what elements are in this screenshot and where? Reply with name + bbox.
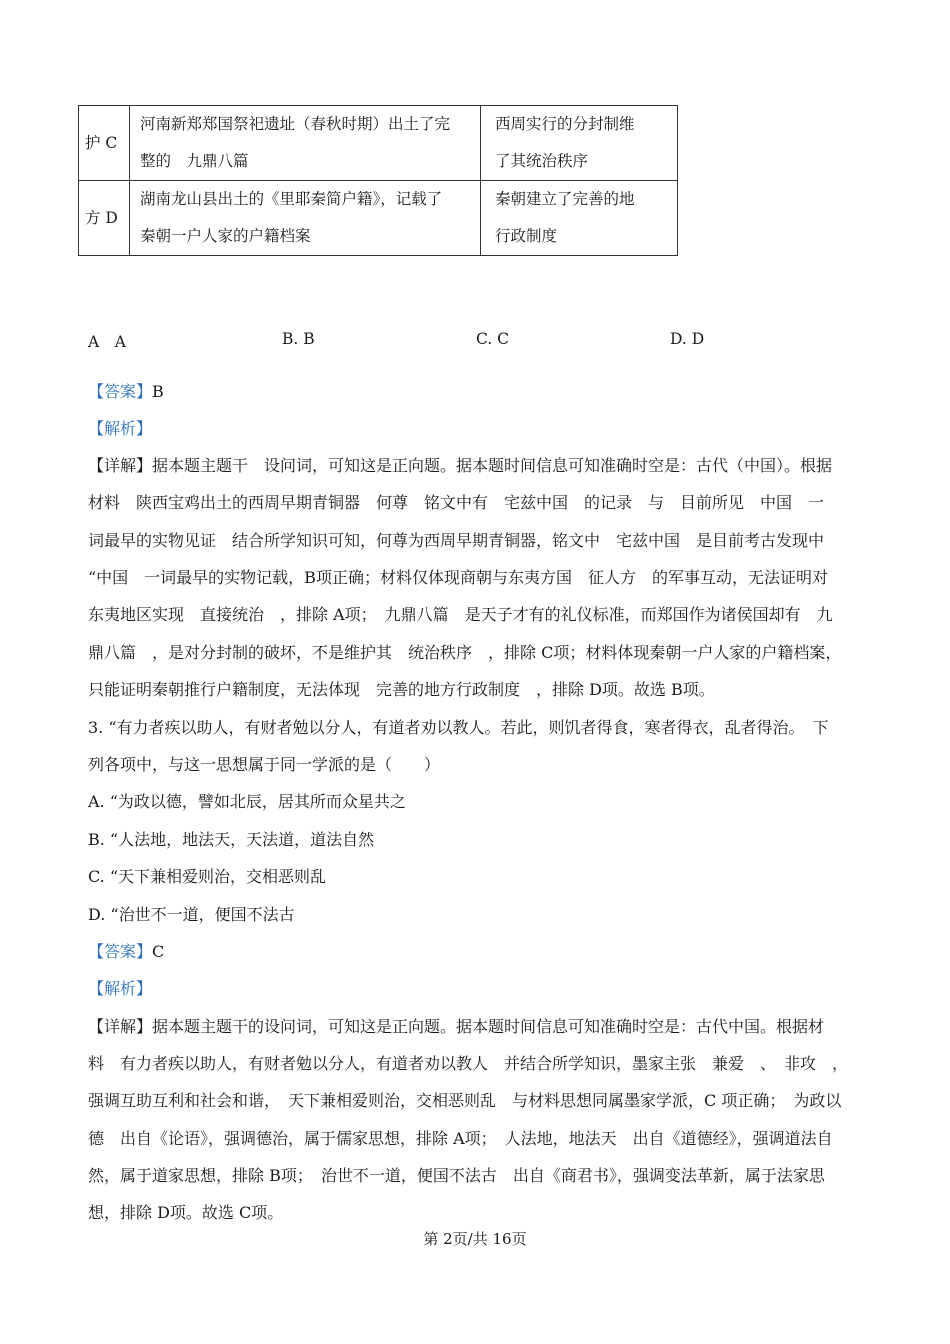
row-conclusion: [481, 106, 678, 181]
row-material: [130, 181, 481, 256]
detail-line: 材料 陕西宝鸡出土的西周早期青铜器 何尊 铭文中有 宅兹中国 的记录 与 目前所见 中国 一: [88, 493, 825, 512]
row-label: 护 C: [79, 106, 130, 181]
detail-line: “中国 一词最早的实物记载，B项正确；材料仅体现商朝与东夷方国 征人方 的军事互动，无法证明对: [88, 568, 828, 587]
answer-value: C: [152, 942, 165, 961]
option-b: B. “人法地，地法天，天法道，道法自然: [88, 830, 375, 849]
answer-value: B: [152, 382, 164, 401]
choice-b: B. B: [282, 330, 315, 348]
conclusion-line: 行政制度: [495, 227, 558, 245]
detail-text: 据本题主题干的设问词，可知这是正向题。据本题时间信息可知准确时空是：古代中国。根据材: [152, 1017, 825, 1036]
question-stem: 3. “有力者疾以助人，有财者勉以分人，有道者劝以教人。若此，则饥者得食，寒者得衣，乱者得治。 下: [88, 718, 829, 737]
page-footer: 第 2页/共 16页: [423, 1230, 527, 1248]
detail-line: 然，属于道家思想，排除 B项； 治世不一道，便国不法古 出自《商君书》，强调变法革新，属于法家思: [88, 1166, 825, 1185]
material-line: 河南新郑郑国祭祀遗址（春秋时期）出土了完: [140, 115, 451, 133]
row-label: 方 D: [79, 181, 130, 256]
answer-tag: 【答案】: [88, 942, 153, 961]
detail-line: 东夷地区实现 直接统治 ，排除 A项； 九鼎八篇 是天子才有的礼仪标准，而郑国作为诸侯国却有 九: [88, 605, 833, 624]
detail-line: 德 出自《论语》，强调德治，属于儒家思想，排除 A项； 人法地，地法天 出自《道德经》，强调道法自: [88, 1129, 833, 1148]
analysis-tag: 【解析】: [88, 419, 153, 438]
choice-a: A A: [88, 333, 126, 351]
option-c: C. “天下兼相爱则治，交相恶则乱: [88, 867, 327, 886]
material-line: 整的 九鼎八篇: [140, 152, 249, 170]
detail-line: 料 有力者疾以助人，有财者勉以分人，有道者劝以教人 并结合所学知识，墨家主张 兼爱 、 非攻 ，: [88, 1054, 849, 1073]
options-table: [78, 105, 678, 256]
answer-line: [88, 381, 164, 403]
option-a: A. “为政以德，譬如北辰，居其所而众星共之: [88, 792, 406, 811]
detail-tag: 【详解】: [88, 1017, 153, 1036]
detail-line: 鼎八篇 ，是对分封制的破坏，不是维护其 统治秩序 ，排除 C项；材料体现秦朝一户人家的户籍档案，: [88, 643, 842, 662]
row-conclusion: [481, 181, 678, 256]
material-line: 湖南龙山县出土的《里耶秦简户籍》，记载了: [140, 190, 443, 208]
analysis-tag: 【解析】: [88, 979, 153, 998]
detail-line: [88, 455, 832, 477]
table-row: [79, 106, 678, 181]
conclusion-line: 西周实行的分封制维: [495, 115, 635, 133]
conclusion-line: 秦朝建立了完善的地: [495, 190, 635, 208]
detail-tag: 【详解】: [88, 456, 153, 475]
conclusion-line: 了其统治秩序: [495, 152, 589, 170]
answer-line: [88, 941, 164, 963]
row-material: [130, 106, 481, 181]
detail-text: 据本题主题干 设问词，可知这是正向题。据本题时间信息可知准确时空是：古代（中国）。根据: [152, 456, 833, 475]
answer-tag: 【答案】: [88, 382, 153, 401]
detail-line: [88, 1016, 824, 1038]
material-line: 秦朝一户人家的户籍档案: [140, 227, 311, 245]
detail-line: 想，排除 D项。故选 C项。: [88, 1203, 284, 1222]
option-d: D. “治世不一道，便国不法古: [88, 905, 295, 924]
detail-line: 词最早的实物见证 结合所学知识可知，何尊为西周早期青铜器，铭文中 宅兹中国 是目前考古发现中: [88, 531, 825, 550]
question-stem: 列各项中，与这一思想属于同一学派的是（ ）: [88, 755, 441, 774]
choice-c: C. C: [476, 330, 510, 348]
choice-d: D. D: [670, 330, 705, 348]
detail-line: 只能证明秦朝推行户籍制度，无法体现 完善的地方行政制度 ，排除 D项。故选 B项。: [88, 680, 715, 699]
detail-line: 强调互助互利和社会和谐， 天下兼相爱则治，交相恶则乱 与材料思想同属墨家学派，C 项正确； 为政以: [88, 1091, 842, 1110]
table-row: [79, 181, 678, 256]
